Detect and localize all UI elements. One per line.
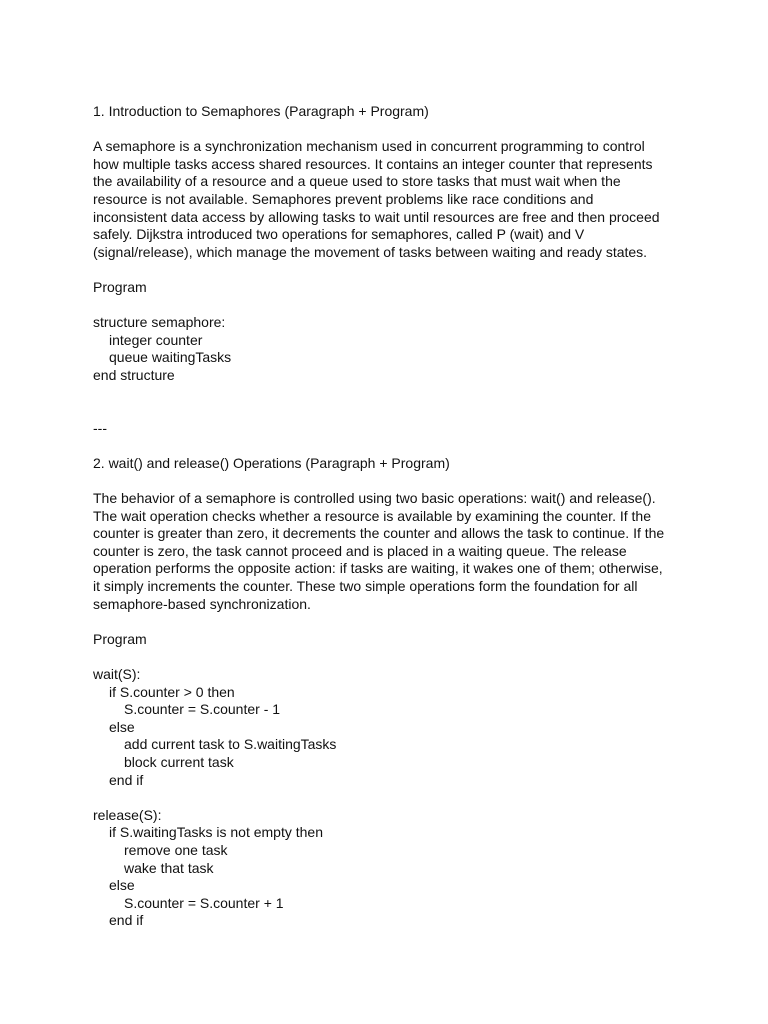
- spacer: [93, 261, 693, 279]
- paragraph-line: The wait operation checks whether a resource is available by examining the counter. If the: [93, 507, 651, 524]
- code-line: else: [109, 877, 135, 894]
- spacer: [93, 121, 693, 139]
- code-line: S.counter = S.counter - 1: [124, 701, 281, 718]
- paragraph-line: inconsistent data access by allowing tasks to wait until resources are free and then proceed: [93, 208, 660, 225]
- code-line: add current task to S.waitingTasks: [124, 736, 337, 753]
- spacer: [93, 437, 693, 455]
- code-line: if S.waitingTasks is not empty then: [109, 824, 323, 841]
- release-code-block: [93, 807, 693, 930]
- paragraph-line: The behavior of a semaphore is controlled using two basic operations: wait() and release().: [93, 490, 656, 507]
- wait-code-block: [93, 666, 693, 789]
- document-page: [93, 103, 693, 930]
- code-line: queue waitingTasks: [109, 349, 232, 366]
- section-2-paragraph: [93, 490, 693, 613]
- code-line: end if: [109, 912, 144, 929]
- spacer: [93, 402, 693, 420]
- section-1-paragraph: [93, 138, 693, 261]
- paragraph-line: how multiple tasks access shared resources. It contains an integer counter that represents: [93, 155, 653, 172]
- section-1-heading: 1. Introduction to Semaphores (Paragraph + Program): [93, 103, 429, 119]
- paragraph-line: the availability of a resource and a queue used to store tasks that must wait when the: [93, 173, 621, 190]
- spacer: [93, 789, 693, 807]
- paragraph-line: semaphore-based synchronization.: [93, 595, 311, 612]
- code-line: block current task: [124, 753, 234, 770]
- spacer: [93, 297, 693, 315]
- spacer: [93, 385, 693, 403]
- code-line: wake that task: [124, 859, 214, 876]
- code-line: integer counter: [109, 331, 203, 348]
- paragraph-line: counter is zero, the task cannot proceed and is placed in a waiting queue. The release: [93, 542, 627, 559]
- paragraph-line: A semaphore is a synchronization mechanism used in concurrent programming to control: [93, 138, 645, 155]
- separator: ---: [93, 419, 107, 436]
- paragraph-line: resource is not available. Semaphores prevent problems like race conditions and: [93, 190, 594, 207]
- code-line: S.counter = S.counter + 1: [124, 894, 284, 911]
- paragraph-line: safely. Dijkstra introduced two operations for semaphores, called P (wait) and V: [93, 226, 585, 243]
- paragraph-line: operation performs the opposite action: if tasks are waiting, it wakes one of them; otherwise,: [93, 560, 663, 577]
- code-line: remove one task: [124, 841, 228, 858]
- code-line: end if: [109, 771, 144, 788]
- spacer: [93, 613, 693, 631]
- code-line: release(S):: [93, 806, 162, 823]
- code-line: structure semaphore:: [93, 314, 226, 331]
- program-label: Program: [93, 630, 147, 647]
- section-2-heading: 2. wait() and release() Operations (Paragraph + Program): [93, 454, 450, 471]
- code-line: wait(S):: [93, 666, 141, 682]
- code-line: end structure: [93, 366, 175, 383]
- code-line: else: [109, 718, 135, 735]
- section-1-code-block: [93, 314, 693, 384]
- spacer: [93, 472, 693, 490]
- paragraph-line: it simply increments the counter. These two simple operations form the foundation for all: [93, 578, 638, 595]
- program-label: Program: [93, 278, 147, 295]
- spacer: [93, 648, 693, 666]
- paragraph-line: (signal/release), which manage the movement of tasks between waiting and ready states.: [93, 243, 648, 260]
- paragraph-line: counter is greater than zero, it decrements the counter and allows the task to continue. If the: [93, 525, 665, 542]
- code-line: if S.counter > 0 then: [109, 683, 235, 700]
